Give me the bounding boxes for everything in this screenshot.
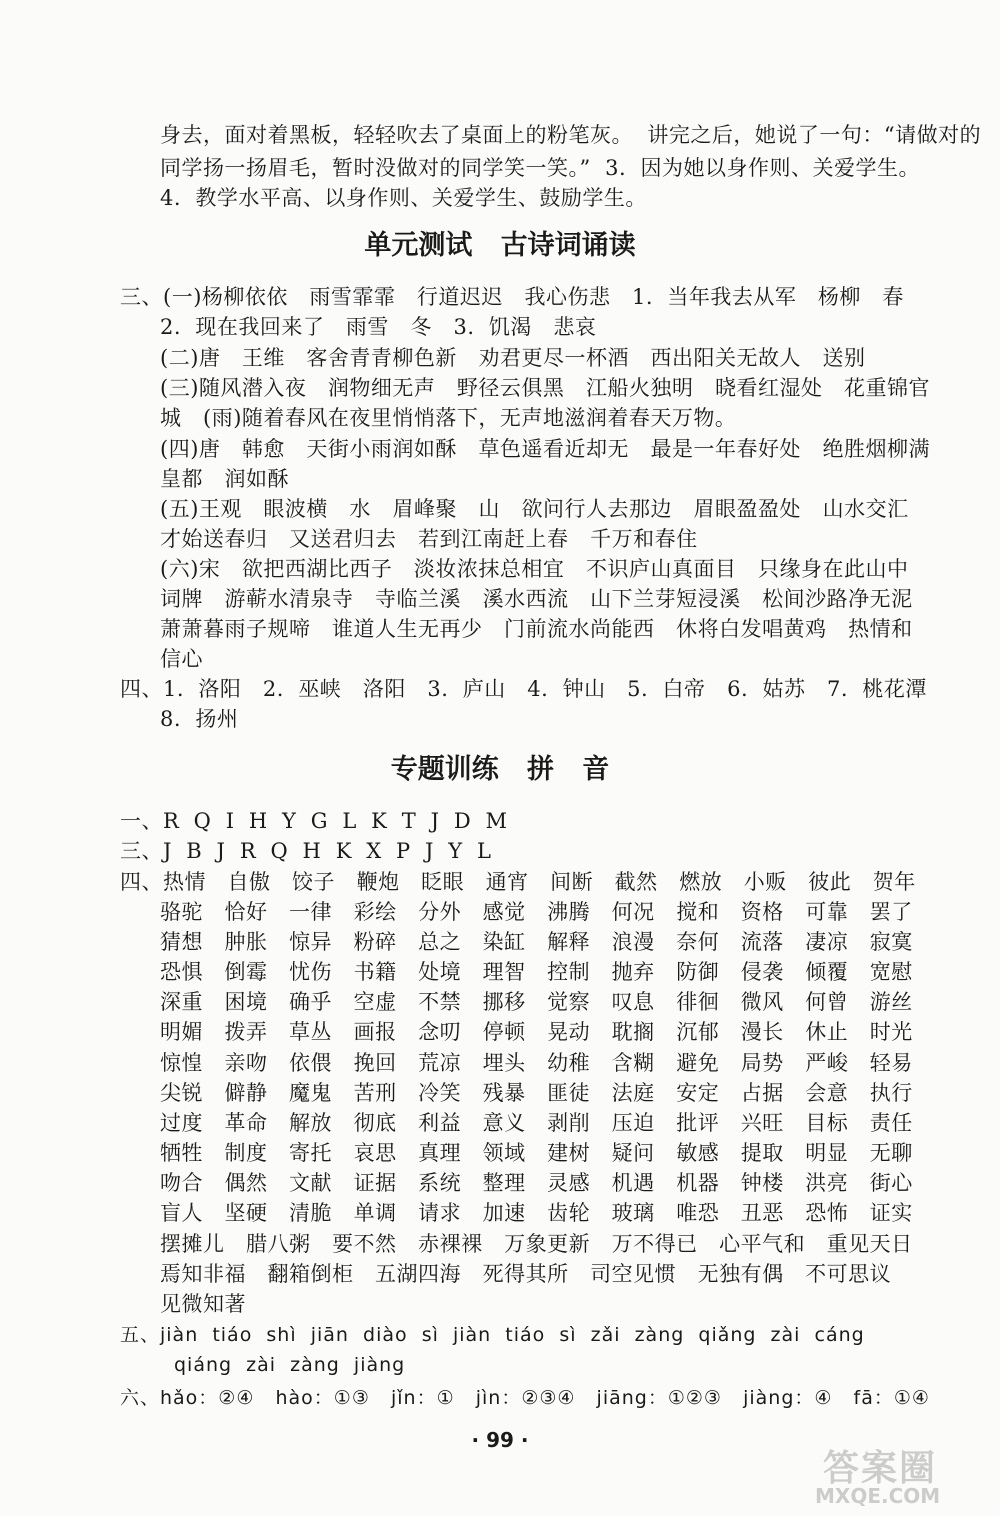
text-line: 惊惶 亲吻 依偎 挽回 荒凉 埋头 幼稚 含糊 避免 局势 严峻 轻易 xyxy=(160,1051,913,1075)
text-line: 深重 困境 确乎 空虚 不禁 挪移 觉察 叹息 徘徊 微风 何曾 游丝 xyxy=(160,990,913,1014)
text-line: 信心 xyxy=(160,647,203,671)
pinyin-line: 五、jiàn tiáo shì jiān diào sì jiàn tiáo sì zǎi zàng qiǎng zài cáng xyxy=(120,1324,865,1346)
text-line: 明媚 拨弄 草丛 画报 念叨 停顿 晃动 耽搁 沉郁 漫长 休止 时光 xyxy=(160,1020,913,1044)
text-line: 萧萧暮雨子规啼 谁道人生无再少 门前流水尚能西 休将白发唱黄鸡 热情和 xyxy=(160,617,913,641)
pinyin-line: qiáng zài zàng jiàng xyxy=(174,1354,406,1376)
text-line: 骆驼 恰好 一律 彩绘 分外 感觉 沸腾 何况 搅和 资格 可靠 罢了 xyxy=(160,900,913,924)
text-line: 盲人 坚硬 清脆 单调 请求 加速 齿轮 玻璃 唯恐 丑恶 恐怖 证实 xyxy=(160,1201,913,1225)
section-title-ancient-poetry: 单元测试 古诗词诵读 xyxy=(364,230,636,261)
watermark-logo: 答案圈 xyxy=(823,1448,938,1489)
text-line: 焉知非福 翻箱倒柜 五湖四海 死得其所 司空见惯 无独有偶 不可思议 xyxy=(160,1262,892,1286)
text-line: 恐惧 倒霉 忧伤 书籍 处境 理智 控制 抛弃 防御 侵袭 倾覆 宽慰 xyxy=(160,960,913,984)
text-line: 吻合 偶然 文献 证据 系统 整理 灵感 机遇 机器 钟楼 洪亮 街心 xyxy=(160,1171,913,1195)
text-line: 一、R Q I H Y G L K T J D M xyxy=(120,809,508,833)
text-line: 才始送春归 又送君归去 若到江南赶上春 千万和春住 xyxy=(160,527,698,551)
text-line: 三、(一)杨柳依依 雨雪霏霏 行道迟迟 我心伤悲 1. 当年我去从军 杨柳 春 xyxy=(120,285,904,309)
text-line: 2. 现在我回来了 雨雪 冬 3. 饥渴 悲哀 xyxy=(160,315,597,339)
pinyin-line: 六、hǎo：②④ hào：①③ jǐn：① jìn：②③④ jiāng：①②③ jiàng：④ fā：①④ xyxy=(120,1387,930,1409)
page-number: · 99 · xyxy=(471,1428,529,1452)
text-line: 四、热情 自傲 饺子 鞭炮 眨眼 通宵 间断 截然 燃放 小贩 彼此 贺年 xyxy=(120,870,916,894)
text-line: (六)宋 欲把西湖比西子 淡妆浓抹总相宜 不识庐山真面目 只缘身在此山中 xyxy=(160,557,909,581)
text-line: (四)唐 韩愈 天街小雨润如酥 草色遥看近却无 最是一年春好处 绝胜烟柳满 xyxy=(160,437,931,461)
text-line: 城 (雨)随着春风在夜里悄悄落下，无声地滋润着春天万物。 xyxy=(160,406,737,430)
text-line: 四、1. 洛阳 2. 巫峡 洛阳 3. 庐山 4. 钟山 5. 白帝 6. 姑苏 7. 桃花潭 xyxy=(120,677,927,701)
text-line: 尖锐 僻静 魔鬼 苦刑 冷笑 残暴 匪徒 法庭 安定 占据 会意 执行 xyxy=(160,1081,913,1105)
watermark xyxy=(815,1440,990,1510)
text-line: 猜想 肿胀 惊异 粉碎 总之 染缸 解释 浪漫 奈何 流落 凄凉 寂寞 xyxy=(160,930,913,954)
watermark-url: MXQE.COM xyxy=(815,1484,941,1508)
text-line: 8. 扬州 xyxy=(160,707,239,731)
text-line: 词牌 游蕲水清泉寺 寺临兰溪 溪水西流 山下兰芽短浸溪 松间沙路净无泥 xyxy=(160,587,913,611)
text-line: 见微知著 xyxy=(160,1292,246,1316)
text-line: (五)王观 眼波横 水 眉峰聚 山 欲问行人去那边 眉眼盈盈处 山水交汇 xyxy=(160,497,909,521)
text-line: 摆摊儿 腊八粥 要不然 赤裸裸 万象更新 万不得已 心平气和 重见天日 xyxy=(160,1232,913,1256)
text-line: 4. 教学水平高、以身作则、关爱学生、鼓励学生。 xyxy=(160,186,647,210)
text-line: 三、J B J R Q H K X P J Y L xyxy=(120,839,492,863)
text-line: (三)随风潜入夜 润物细无声 野径云俱黑 江船火独明 晓看红湿处 花重锦官 xyxy=(160,376,931,400)
text-line: (二)唐 王维 客舍青青柳色新 劝君更尽一杯酒 西出阳关无故人 送别 xyxy=(160,346,866,370)
text-line: 过度 革命 解放 彻底 利益 意义 剥削 压迫 批评 兴旺 目标 责任 xyxy=(160,1111,913,1135)
text-line: 牺牲 制度 寄托 哀思 真理 领域 建树 疑问 敏感 提取 明显 无聊 xyxy=(160,1141,913,1165)
text-line: 身去，面对着黑板，轻轻吹去了桌面上的粉笔灰。 讲完之后，她说了一句：“请做对的 xyxy=(160,123,982,147)
text-line: 同学扬一扬眉毛，暂时没做对的同学笑一笑。” 3. 因为她以身作则、关爱学生。 xyxy=(160,156,920,180)
section-title-pinyin: 专题训练 拼 音 xyxy=(390,754,610,785)
text-line: 皇都 润如酥 xyxy=(160,467,290,491)
